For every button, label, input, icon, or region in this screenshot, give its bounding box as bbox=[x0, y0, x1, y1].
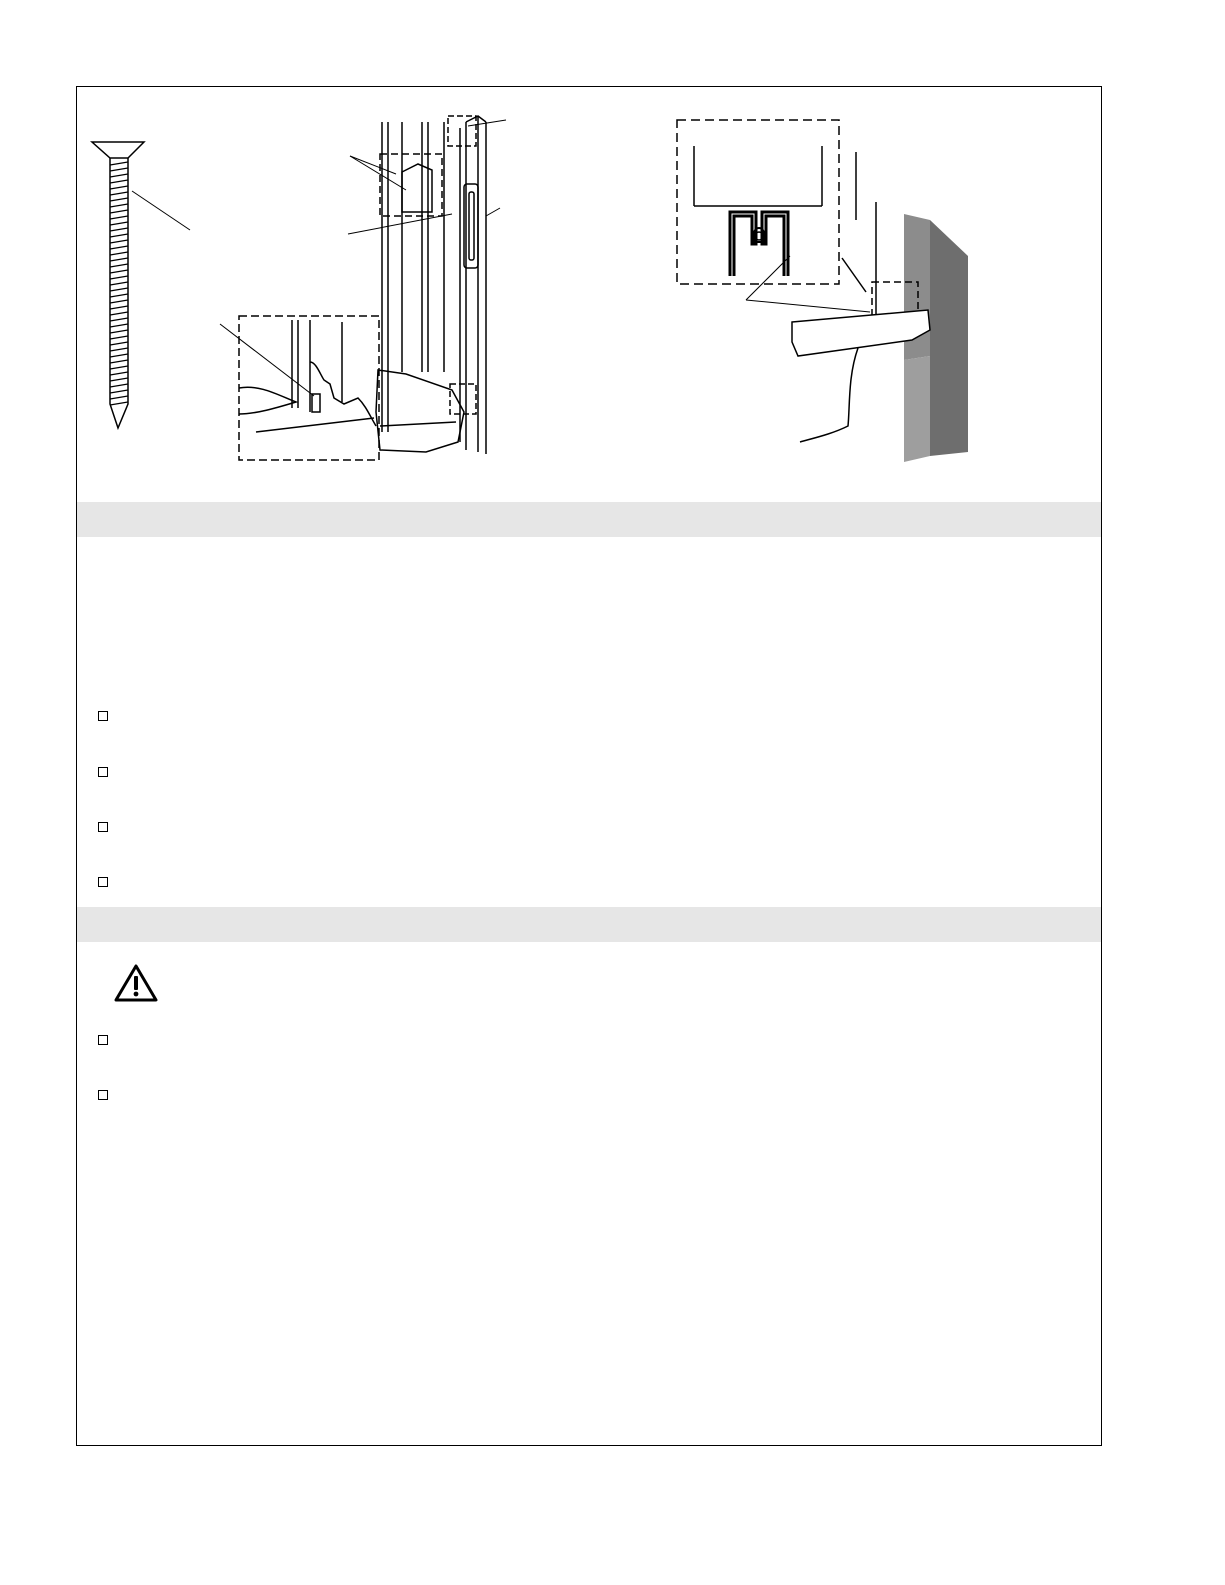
screw-thread bbox=[110, 402, 128, 405]
screw-thread bbox=[110, 210, 128, 213]
screw-thread bbox=[110, 192, 128, 195]
screw-thread bbox=[110, 252, 128, 255]
screw-thread bbox=[110, 270, 128, 273]
section-band-1 bbox=[77, 502, 1101, 537]
screw-illustration bbox=[88, 136, 208, 436]
screw-thread bbox=[110, 348, 128, 351]
section-band-2 bbox=[77, 907, 1101, 942]
screw-thread bbox=[110, 204, 128, 207]
screw-thread bbox=[110, 390, 128, 393]
screw-thread bbox=[110, 354, 128, 357]
screw-thread bbox=[110, 306, 128, 309]
screw-thread bbox=[110, 384, 128, 387]
screw-thread bbox=[110, 366, 128, 369]
screw-thread bbox=[110, 222, 128, 225]
screw-thread bbox=[110, 360, 128, 363]
checkbox-icon[interactable] bbox=[98, 1035, 108, 1045]
checkbox-icon[interactable] bbox=[98, 822, 108, 832]
threshold-illustration bbox=[672, 116, 982, 476]
screw-thread bbox=[110, 264, 128, 267]
checkbox-icon[interactable] bbox=[98, 767, 108, 777]
screw-thread bbox=[110, 378, 128, 381]
warning-triangle-icon bbox=[112, 962, 160, 1004]
screw-thread bbox=[110, 162, 128, 165]
screw-thread bbox=[110, 396, 128, 399]
screw-thread bbox=[110, 168, 128, 171]
screw-thread bbox=[110, 324, 128, 327]
screw-thread bbox=[110, 228, 128, 231]
screw-thread bbox=[110, 258, 128, 261]
screw-thread bbox=[110, 318, 128, 321]
screw-thread bbox=[110, 294, 128, 297]
checkbox-icon[interactable] bbox=[98, 1090, 108, 1100]
screw-thread bbox=[110, 234, 128, 237]
screw-thread bbox=[110, 174, 128, 177]
screw-thread bbox=[110, 300, 128, 303]
screw-thread bbox=[110, 342, 128, 345]
screw-thread bbox=[110, 336, 128, 339]
screw-thread bbox=[110, 186, 128, 189]
screw-thread bbox=[110, 288, 128, 291]
screw-thread bbox=[110, 246, 128, 249]
screw-thread bbox=[110, 276, 128, 279]
screw-thread bbox=[110, 312, 128, 315]
panel-install-illustration bbox=[220, 112, 520, 472]
screw-thread bbox=[110, 198, 128, 201]
screw-thread bbox=[110, 330, 128, 333]
screw-thread bbox=[110, 282, 128, 285]
screw-thread bbox=[110, 372, 128, 375]
screw-thread bbox=[110, 180, 128, 183]
screw-thread bbox=[110, 216, 128, 219]
checkbox-icon[interactable] bbox=[98, 877, 108, 887]
screw-thread bbox=[110, 240, 128, 243]
checkbox-icon[interactable] bbox=[98, 711, 108, 721]
